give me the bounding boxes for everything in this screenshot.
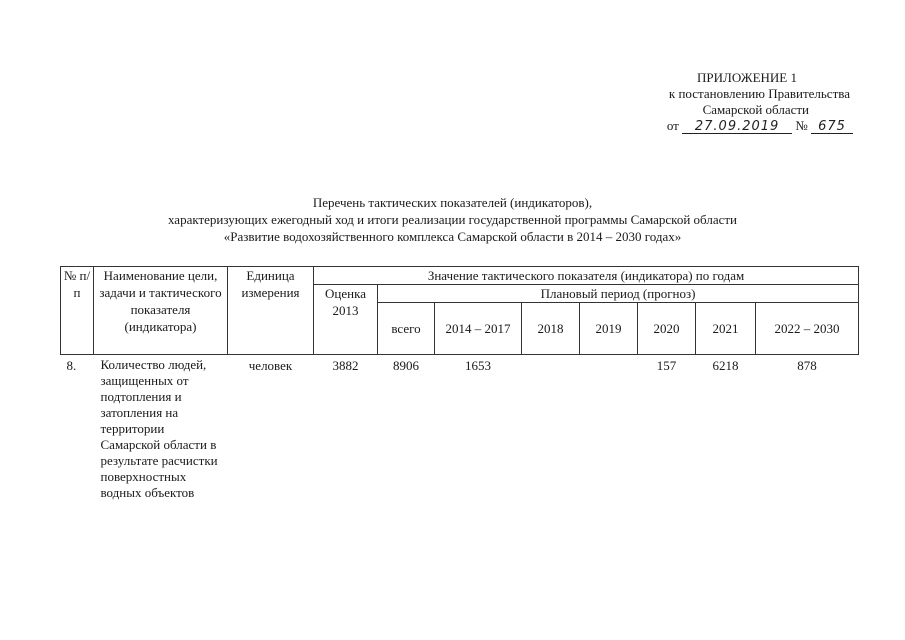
table-row	[61, 355, 859, 502]
row-2019	[580, 355, 638, 502]
row-2021: 6218	[712, 358, 739, 373]
row-2022-2030: 878	[797, 358, 817, 373]
header-unit: Единица измерения	[228, 267, 314, 355]
number-prefix: №	[795, 118, 808, 133]
header-number: № п/п	[61, 267, 94, 355]
row-number: 8.	[66, 358, 77, 373]
handwritten-date: 27.09.2019	[682, 120, 792, 134]
heading-line-2: характеризующих ежегодный ход и итоги реализации государственной программы Самарской области	[167, 212, 738, 227]
row-name: Количество людей, защищенных от подтопления и затопления на территории Самарской области в результате расчистки поверхностных водных объектов	[100, 357, 218, 500]
handwritten-number: 675	[811, 120, 853, 134]
header-2019: 2019	[580, 303, 638, 355]
appendix-date-line	[667, 118, 853, 134]
appendix-title: ПРИЛОЖЕНИЕ 1	[697, 70, 797, 85]
date-prefix: от	[666, 118, 679, 133]
appendix-region-line: Самарской области	[702, 102, 809, 117]
row-unit: человек	[248, 358, 293, 373]
document-heading	[0, 194, 905, 245]
row-2020: 157	[656, 358, 677, 373]
header-2021: 2021	[696, 303, 756, 355]
header-2018: 2018	[522, 303, 580, 355]
appendix-stamp	[667, 70, 853, 134]
header-2014-2017: 2014 – 2017	[435, 303, 522, 355]
header-values-group: Значение тактического показателя (индикатора) по годам	[314, 267, 859, 285]
row-2014-2017: 1653	[465, 358, 491, 373]
appendix-decree-line: к постановлению Правительства	[668, 86, 850, 101]
heading-line-3: «Развитие водохозяйственного комплекса Самарской области в 2014 – 2030 годах»	[223, 229, 682, 244]
indicators-table	[60, 266, 859, 501]
row-total: 8906	[393, 358, 419, 373]
header-2020: 2020	[638, 303, 696, 355]
header-total: всего	[378, 303, 435, 355]
header-name: Наименование цели, задачи и тактического показателя (индикатора)	[94, 267, 228, 355]
heading-line-1: Перечень тактических показателей (индикаторов),	[312, 195, 593, 210]
row-estimate: 3882	[332, 358, 359, 373]
header-estimate: Оценка 2013	[314, 285, 378, 355]
header-plan-group: Плановый период (прогноз)	[378, 285, 859, 303]
header-2022-2030: 2022 – 2030	[756, 303, 859, 355]
row-2018	[522, 355, 580, 502]
